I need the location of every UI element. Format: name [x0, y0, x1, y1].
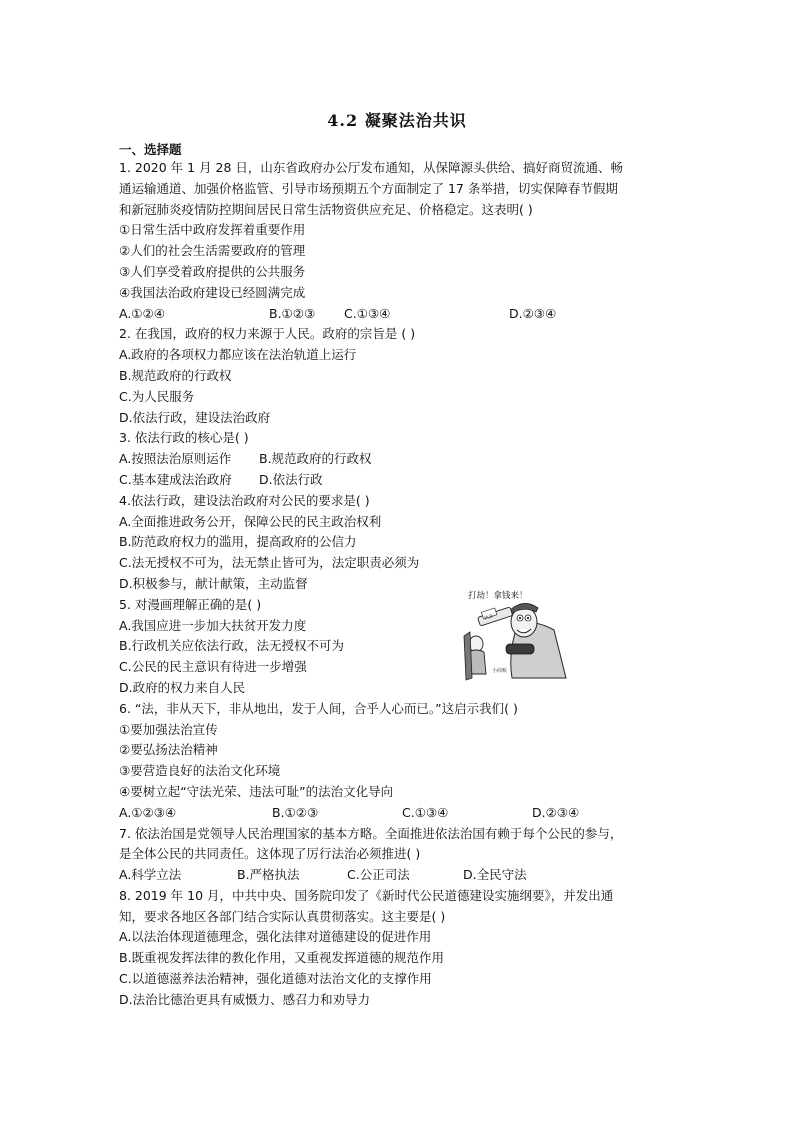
question-stem: 6. “法，非从天下，非从地出，发于人间，合乎人心而已。”这启示我们( ) — [119, 700, 518, 716]
option-c: C.公民的民主意识有待进一步增强 — [119, 659, 307, 675]
answer-options — [119, 304, 684, 325]
option-d: D.依法行政，建设法治政府 — [119, 409, 271, 425]
option-a: A.①②③④ — [119, 804, 177, 820]
vendor-label: 小商贩 — [492, 668, 508, 674]
baton-icon — [506, 644, 534, 654]
statement-item: ③要营造良好的法治文化环境 — [119, 763, 281, 779]
badge-label: 执法 — [483, 613, 495, 622]
option-a: A.科学立法 — [119, 867, 182, 883]
option-b: B.规范政府的行政权 — [119, 367, 232, 383]
question-stem: 知，要求各地区各部门结合实际认真贯彻落实。这主要是( ) — [119, 908, 446, 924]
question-3 — [119, 428, 684, 490]
question-list — [119, 158, 684, 1011]
statement-item: ②人们的社会生活需要政府的管理 — [119, 243, 306, 259]
option-c: C.基本建成法治政府 — [119, 471, 232, 487]
option-b: B.严格执法 — [237, 867, 300, 883]
question-stem: 3. 依法行政的核心是( ) — [119, 430, 249, 446]
question-stem: 7. 依法治国是党领导人民治理国家的基本方略。全面推进依法治国有赖于每个公民的参与， — [119, 825, 623, 841]
question-5 — [119, 595, 684, 699]
question-stem: 和新冠肺炎疫情防控期间居民日常生活物资供应充足、价格稳定。这表明( ) — [119, 201, 533, 217]
statement-item: ④要树立起“守法光荣、违法可耻”的法治文化导向 — [119, 783, 394, 799]
option-d: D.积极参与，献计献策，主动监督 — [119, 575, 308, 591]
option-a: A.按照法治原则运作 — [119, 451, 232, 467]
answer-options — [119, 449, 684, 470]
question-7 — [119, 824, 684, 886]
option-b: B.行政机关应依法行政，法无授权不可为 — [119, 638, 345, 654]
page-title: 4.2 凝聚法治共识 — [327, 111, 467, 130]
option-c: C.以道德滋养法治精神，强化道德对法治文化的支撑作用 — [119, 971, 432, 987]
option-d: D.法治比德治更具有威慑力、感召力和劝导力 — [119, 991, 371, 1007]
option-b: B.①②③ — [269, 305, 316, 321]
option-a: A.全面推进政务公开，保障公民的民主政治权利 — [119, 513, 382, 529]
option-a: A.①②④ — [119, 305, 165, 321]
option-b: B.既重视发挥法律的教化作用，又重视发挥道德的规范作用 — [119, 950, 445, 966]
question-stem: 1. 2020 年 1 月 28 日，山东省政府办公厅发布通知，从保障源头供给、搞好商贸流通、畅 — [119, 160, 623, 175]
answer-options — [119, 865, 684, 886]
question-stem: 8. 2019 年 10 月，中共中央、国务院印发了《新时代公民道德建设实施纲要》，并发出通 — [119, 887, 614, 903]
question-stem: 2. 在我国，政府的权力来源于人民。政府的宗旨是 ( ) — [119, 326, 416, 342]
statement-item: ③人们享受着政府提供的公共服务 — [119, 263, 306, 279]
option-d: D.政府的权力来自人民 — [119, 679, 246, 695]
question-stem: 4.依法行政，建设法治政府对公民的要求是( ) — [119, 492, 370, 508]
option-d: D.依法行政 — [259, 471, 323, 487]
option-a: A.政府的各项权力都应该在法治轨道上运行 — [119, 347, 357, 363]
option-c: C.①③④ — [402, 804, 449, 820]
option-a: A.以法治体现道德理念，强化法律对道德建设的促进作用 — [119, 929, 432, 945]
question-stem: 是全体公民的共同责任。这体现了厉行法治必须推进( ) — [119, 846, 421, 862]
statement-item: ②要弘扬法治精神 — [119, 742, 218, 758]
statement-item: ①要加强法治宣传 — [119, 721, 218, 737]
question-1 — [119, 158, 684, 324]
question-stem: 通运输通道、加强价格监管、引导市场预期五个方面制定了 17 条举措，切实保障春节假期 — [119, 180, 618, 196]
option-a: A.我国应进一步加大扶贫开发力度 — [119, 617, 307, 633]
question-4 — [119, 491, 684, 595]
statement-item: ①日常生活中政府发挥着重要作用 — [119, 222, 306, 238]
option-b: B.①②③ — [272, 804, 319, 820]
option-d: D.全民守法 — [463, 867, 527, 883]
option-b: B.防范政府权力的滥用，提高政府的公信力 — [119, 534, 357, 550]
question-stem: 5. 对漫画理解正确的是( ) — [119, 596, 262, 612]
option-c: C.法无授权不可为，法无禁止皆可为，法定职责必须为 — [119, 555, 420, 571]
answer-options — [119, 470, 684, 491]
section-heading: 一、选择题 — [119, 142, 182, 157]
option-b: B.规范政府的行政权 — [259, 451, 372, 467]
question-6 — [119, 699, 684, 824]
option-d: D.②③④ — [509, 305, 557, 321]
option-d: D.②③④ — [532, 804, 580, 820]
option-c: C.公正司法 — [347, 867, 410, 883]
answer-options — [119, 803, 684, 824]
option-c: C.①③④ — [344, 305, 391, 321]
question-8 — [119, 886, 684, 1011]
cartoon-illustration — [462, 588, 570, 684]
option-c: C.为人民服务 — [119, 388, 195, 404]
question-2 — [119, 324, 684, 428]
cartoon-caption: 打劫！拿钱来！ — [468, 591, 528, 601]
statement-item: ④我国法治政府建设已经圆满完成 — [119, 284, 306, 300]
